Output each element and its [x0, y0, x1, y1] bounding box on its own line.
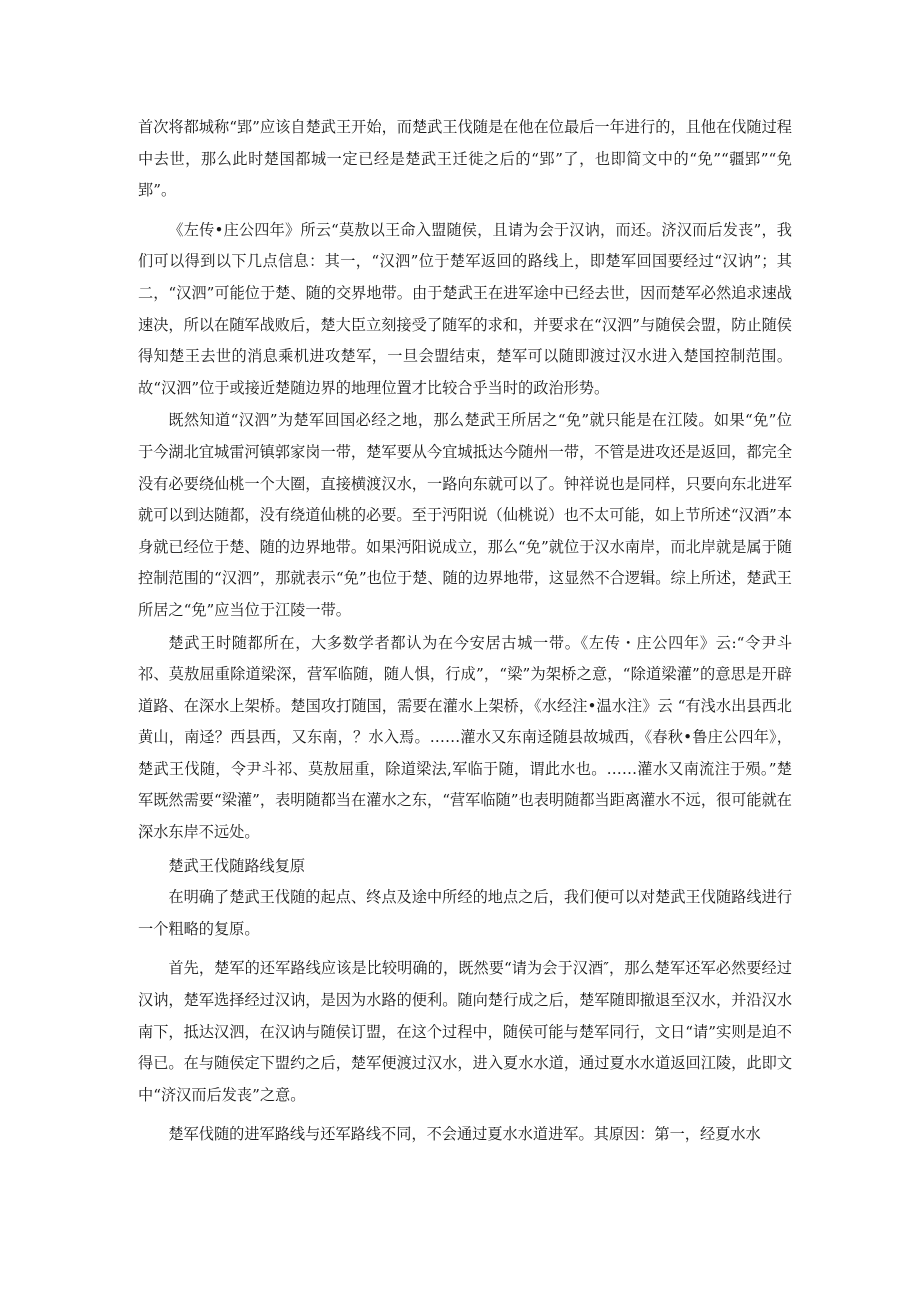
section-heading: 楚武王伐随路线复原	[168, 856, 306, 875]
paragraph-2: 《左传•庄公四年》所云“莫敖以王命入盟随侯，且请为会于汉讷，而还。济汉而后发丧”，我们可以得到以下几点信息：其一，“汉泗”位于楚军返回的路线上，即楚军回国要经过“汉讷”；其二，“汉泗”可能位于楚、随的交界地带。由于楚武王在进军途中已经去世，因而楚军必然追求速战速决，所以在随军战败后，楚大臣立刻接受了随军的求和，并要求在“汉泗”与随侯会盟，防止随侯得知楚王去世的消息乘机进攻楚军，一旦会盟结束，楚军可以随即渡过汉水进入楚国控制范围。故“汉泗”位于或接近楚随边界的地理位置才比较合乎当时的政治形势。	[138, 220, 792, 397]
paragraph-7: 楚军伐随的进军路线与还军路线不同，不会通过夏水水道进军。其原因：第一，经夏水水	[168, 1125, 761, 1144]
document-body	[138, 112, 792, 1151]
paragraph-6: 首先，楚军的还军路线应该是比较明确的，既然要“请为会于汉酒″，那么楚军还军必然要经过汉讷，楚军选择经过汉讷，是因为水路的便利。随向楚行成之后，楚军随即撤退至汉水，并沿汉水南下，抵达汉泗，在汉讷与随侯订盟，在这个过程中，随侯可能与楚军同行，文日“请”实则是迫不得已。在与随侯定下盟约之后，楚军便渡过汉水，进入夏水水道，通过夏水水道返回江陵，此即文中“济汉而后发丧”之意。	[138, 959, 792, 1104]
paragraph-3: 既然知道“汉泗”为楚军回国必经之地，那么楚武王所居之“免”就只能是在江陵。如果“免”位于今湖北宜城雷河镇郭家岗一带，楚军要从今宜城抵达今随州一带，不管是进攻还是返回，都完全没有必要绕仙桃一个大圈，直接横渡汉水，一路向东就可以了。钟祥说也是同样，只要向东北进军就可以到达随都，没有绕道仙桃的必要。至于沔阳说（仙桃说）也不太可能，如上节所述“汉酒”本身就已经位于楚、随的边界地带。如果沔阳说成立，那么“免”就位于汉水南岸，而北岸就是属于随控制范围的“汉泗”，那就表示“免”也位于楚、随的边界地带，这显然不合逻辑。综上所述，楚武王所居之“免”应当位于江陵一带。	[138, 411, 792, 619]
paragraph-1: 首次将都城称“郢”应该自楚武王开始，而楚武王伐随是在他在位最后一年进行的，且他在伐随过程中去世，那么此时楚国都城一定已经是楚武王迁徙之后的“郢”了，也即简文中的“免”“疆郢”“免郢”。	[138, 118, 792, 200]
paragraph-4: 楚武王时随都所在，大多数学者都认为在今安居古城一带。《左传・庄公四年》云:“令尹斗祁、莫敖屈重除道梁深，营军临随，随人惧，行成”，“梁”为架桥之意，“除道梁灌”的意思是开辟道路、在深水上架桥。楚国攻打随国，需要在灌水上架桥，《水经注•温水注》云 “有浅水出县西北黄山，南迳？西县西，又东南，？水入焉。……灌水又东南迳随县故城西，《春秋•鲁庄公四年》，楚武王伐随，令尹斗祁、莫敖屈重，除道梁法,军临于随，谓此水也。……灌水又南流注于殒。”楚军既然需要“梁灌”，表明随都当在灌水之东，“营军临随”也表明随都当距离灌水不远，很可能就在深水东岸不远处。	[138, 633, 792, 842]
paragraph-5: 在明确了楚武王伐随的起点、终点及途中所经的地点之后，我们便可以对楚武王伐随路线进行一个粗略的复原。	[138, 888, 792, 938]
